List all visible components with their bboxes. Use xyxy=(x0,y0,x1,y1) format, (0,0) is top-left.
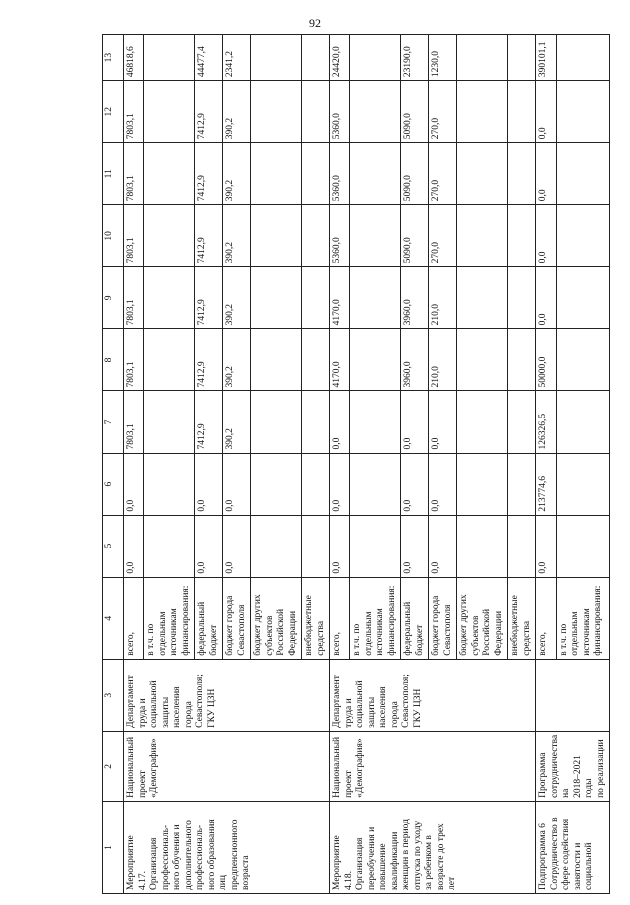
value-cell xyxy=(144,81,195,143)
value-cell: 0,0 xyxy=(429,391,457,453)
value-cell xyxy=(508,329,536,391)
column-header: 8 xyxy=(103,329,124,391)
value-cell xyxy=(302,267,330,329)
funding-source-cell-line: отдельным xyxy=(363,611,374,656)
value-cell xyxy=(556,143,609,205)
column-header: 7 xyxy=(103,391,124,453)
funding-source-cell xyxy=(556,577,609,659)
funding-source-cell-line: субъектов xyxy=(470,615,481,656)
funding-source-cell-line: источникам xyxy=(581,608,592,656)
value-cell: 390,2 xyxy=(223,205,251,267)
value-cell xyxy=(350,515,401,577)
value-cell: 3960,0 xyxy=(401,267,429,329)
executor-cell-line: ГКУ ЦЗН xyxy=(412,688,423,728)
funding-source-cell-line: бюджет других xyxy=(459,594,469,656)
value-cell: 0,0 xyxy=(536,205,557,267)
executor-cell-line: Департамент xyxy=(332,675,342,728)
funding-source-cell-line: источникам xyxy=(169,608,179,656)
project-cell-line: «Демография» xyxy=(355,738,365,798)
value-cell xyxy=(350,81,401,143)
column-header: 9 xyxy=(103,267,124,329)
value-cell: 5090,0 xyxy=(401,81,429,143)
executor-cell xyxy=(536,659,610,731)
value-cell xyxy=(556,329,609,391)
value-cell: 0,0 xyxy=(536,81,557,143)
funding-source-cell-line: средства xyxy=(315,620,326,656)
value-cell xyxy=(508,453,536,515)
value-cell: 210,0 xyxy=(429,267,457,329)
table-row xyxy=(330,35,350,894)
value-cell xyxy=(302,205,330,267)
value-cell xyxy=(251,143,302,205)
value-cell: 5360,0 xyxy=(330,81,350,143)
executor-cell-line: защиты xyxy=(366,696,377,728)
column-header: 2 xyxy=(103,731,124,801)
funding-source-cell-line: Федерации xyxy=(493,610,504,656)
value-cell xyxy=(302,143,330,205)
value-cell xyxy=(457,143,508,205)
funding-source-cell-line: бюджет города xyxy=(431,595,441,656)
value-cell: 0,0 xyxy=(195,453,223,515)
value-cell xyxy=(556,205,609,267)
value-cell xyxy=(508,267,536,329)
value-cell: 1230,0 xyxy=(429,35,457,81)
value-cell xyxy=(508,391,536,453)
funding-source-cell xyxy=(223,577,251,659)
funding-source-cell-line: бюджет города xyxy=(225,595,235,656)
value-cell: 390,2 xyxy=(223,329,251,391)
value-cell: 0,0 xyxy=(536,267,557,329)
funding-source-cell-line: отдельным xyxy=(157,611,168,656)
project-cell-line: Программа xyxy=(538,752,548,798)
value-cell xyxy=(508,143,536,205)
value-cell: 126326,5 xyxy=(536,391,557,453)
value-cell xyxy=(556,391,609,453)
event-cell-line: ного обучения и xyxy=(172,824,182,890)
column-header: 6 xyxy=(103,453,124,515)
project-cell-line: сотрудничества xyxy=(549,734,560,798)
budget-table xyxy=(102,34,610,894)
value-cell: 0,0 xyxy=(330,453,350,515)
value-cell: 23190,0 xyxy=(401,35,429,81)
event-cell-line: квалификации xyxy=(389,831,400,890)
value-cell xyxy=(457,515,508,577)
value-cell: 270,0 xyxy=(429,143,457,205)
executor-cell-line: Севастополя; xyxy=(401,674,411,728)
event-cell-line: социальной xyxy=(584,842,594,890)
value-cell xyxy=(251,267,302,329)
value-cell: 46818,6 xyxy=(124,35,144,81)
event-cell-line: повышение xyxy=(378,843,388,890)
event-cell-line: профессиональ- xyxy=(195,824,205,890)
value-cell: 7412,9 xyxy=(195,205,223,267)
value-cell xyxy=(251,515,302,577)
value-cell: 390,2 xyxy=(223,143,251,205)
budget-table-container xyxy=(102,34,606,894)
funding-source-cell-line: финансирования: xyxy=(180,585,191,656)
funding-source-cell xyxy=(350,577,401,659)
funding-source-cell xyxy=(508,577,536,659)
value-cell: 270,0 xyxy=(429,205,457,267)
column-header: 1 xyxy=(103,801,124,893)
value-cell: 7803,1 xyxy=(124,205,144,267)
funding-source-cell xyxy=(330,577,350,659)
value-cell: 0,0 xyxy=(330,515,350,577)
project-cell-line: Национальный xyxy=(126,736,136,798)
value-cell xyxy=(302,391,330,453)
funding-source-cell xyxy=(195,577,223,659)
value-cell: 0,0 xyxy=(223,453,251,515)
event-cell-line: возраста xyxy=(241,855,251,890)
value-cell xyxy=(144,391,195,453)
executor-cell-line: Департамент xyxy=(126,675,136,728)
value-cell xyxy=(556,35,609,81)
funding-source-cell-line: Федерации xyxy=(287,610,298,656)
executor-cell-line: ГКУ ЦЗН xyxy=(206,688,217,728)
funding-source-cell xyxy=(144,577,195,659)
value-cell xyxy=(302,329,330,391)
value-cell: 44477,4 xyxy=(195,35,223,81)
event-cell-line: переобучения и xyxy=(366,826,377,890)
value-cell: 0,0 xyxy=(536,515,557,577)
value-cell: 0,0 xyxy=(124,453,144,515)
funding-source-cell xyxy=(251,577,302,659)
event-cell-line: возрасте до трех xyxy=(435,823,446,890)
funding-source-cell-line: Российской xyxy=(482,608,492,656)
value-cell: 24420,0 xyxy=(330,35,350,81)
value-cell: 270,0 xyxy=(429,81,457,143)
value-cell: 5090,0 xyxy=(401,205,429,267)
event-cell-line: 4.17. xyxy=(137,871,148,890)
column-header: 11 xyxy=(103,143,124,205)
column-header: 5 xyxy=(103,515,124,577)
executor-cell-line: труда и xyxy=(137,698,148,728)
value-cell xyxy=(508,515,536,577)
value-cell xyxy=(508,205,536,267)
funding-source-cell-line: финансирования: xyxy=(593,585,604,656)
value-cell xyxy=(457,205,508,267)
event-cell-line: Сотрудничество в xyxy=(549,817,560,890)
value-cell xyxy=(556,453,609,515)
page-number: 92 xyxy=(309,16,321,30)
executor-cell-line: населения xyxy=(172,686,182,728)
funding-source-cell xyxy=(401,577,429,659)
funding-source-cell-line: средства xyxy=(521,620,532,656)
funding-source-cell xyxy=(302,577,330,659)
executor-cell-line: социальной xyxy=(149,680,159,728)
executor-cell-line: Севастополя; xyxy=(195,674,205,728)
project-cell xyxy=(124,731,330,801)
event-cell-line: женщин в период xyxy=(401,819,411,890)
value-cell xyxy=(350,205,401,267)
event-cell-line: лиц xyxy=(218,875,228,890)
header-row xyxy=(103,35,124,894)
project-cell xyxy=(330,731,536,801)
value-cell: 7412,9 xyxy=(195,329,223,391)
value-cell: 7412,9 xyxy=(195,391,223,453)
value-cell: 0,0 xyxy=(401,391,429,453)
project-cell-line: на xyxy=(561,788,571,798)
event-cell-line: Мероприятие xyxy=(332,835,342,890)
value-cell xyxy=(457,329,508,391)
funding-source-cell-line: в т.ч. по xyxy=(558,623,569,656)
value-cell xyxy=(144,205,195,267)
value-cell xyxy=(251,329,302,391)
value-cell xyxy=(556,81,609,143)
value-cell xyxy=(302,35,330,81)
project-cell xyxy=(536,731,610,801)
value-cell xyxy=(251,391,302,453)
funding-source-cell-line: в т.ч. по xyxy=(146,623,156,656)
value-cell: 7412,9 xyxy=(195,267,223,329)
executor-cell-line: социальной xyxy=(355,680,365,728)
value-cell xyxy=(350,35,401,81)
value-cell: 50000,0 xyxy=(536,329,557,391)
value-cell: 0,0 xyxy=(429,453,457,515)
funding-source-cell-line: бюджет xyxy=(208,624,219,656)
event-cell xyxy=(330,801,536,893)
event-cell-line: лет xyxy=(447,876,457,890)
value-cell: 2341,2 xyxy=(223,35,251,81)
value-cell: 5360,0 xyxy=(330,205,350,267)
value-cell xyxy=(508,35,536,81)
value-cell xyxy=(302,81,330,143)
value-cell xyxy=(457,81,508,143)
value-cell: 0,0 xyxy=(536,143,557,205)
funding-source-cell-line: всего, xyxy=(538,631,548,656)
funding-source-cell-line: Российской xyxy=(276,608,286,656)
value-cell: 5360,0 xyxy=(330,143,350,205)
value-cell xyxy=(350,391,401,453)
column-header: 12 xyxy=(103,81,124,143)
column-header: 13 xyxy=(103,35,124,81)
value-cell xyxy=(144,453,195,515)
event-cell-line: отпуска по уходу xyxy=(412,820,423,890)
funding-source-cell xyxy=(536,577,557,659)
value-cell xyxy=(251,35,302,81)
executor-cell-line: города xyxy=(183,701,194,728)
event-cell-line: профессиональ- xyxy=(160,824,171,890)
funding-source-cell-line: Севастополя xyxy=(236,604,247,656)
funding-source-cell-line: внебюджетные xyxy=(304,595,314,656)
funding-source-cell-line: источникам xyxy=(375,608,385,656)
value-cell xyxy=(556,267,609,329)
value-cell: 7803,1 xyxy=(124,143,144,205)
funding-source-cell-line: внебюджетные xyxy=(510,595,520,656)
funding-source-cell-line: всего, xyxy=(126,631,136,656)
value-cell: 4170,0 xyxy=(330,329,350,391)
event-cell xyxy=(536,801,610,893)
value-cell: 7803,1 xyxy=(124,391,144,453)
project-cell-line: по реализации xyxy=(595,739,606,798)
executor-cell-line: города xyxy=(389,701,400,728)
value-cell: 0,0 xyxy=(429,515,457,577)
funding-source-cell-line: федеральный xyxy=(197,601,207,656)
value-cell: 0,0 xyxy=(124,515,144,577)
event-cell-line: Подпрограмма 6 xyxy=(538,823,548,890)
value-cell xyxy=(508,81,536,143)
value-cell: 7803,1 xyxy=(124,267,144,329)
table-row xyxy=(124,35,144,894)
project-cell-line: «Демография» xyxy=(149,738,159,798)
executor-cell xyxy=(124,659,330,731)
value-cell: 390,2 xyxy=(223,391,251,453)
value-cell xyxy=(302,515,330,577)
column-header: 4 xyxy=(103,577,124,659)
value-cell: 4170,0 xyxy=(330,267,350,329)
value-cell xyxy=(144,329,195,391)
value-cell: 7412,9 xyxy=(195,81,223,143)
value-cell: 0,0 xyxy=(401,515,429,577)
executor-cell-line: населения xyxy=(378,686,388,728)
value-cell: 210,0 xyxy=(429,329,457,391)
value-cell: 390,2 xyxy=(223,81,251,143)
value-cell xyxy=(251,453,302,515)
funding-source-cell-line: бюджет xyxy=(414,624,425,656)
funding-source-cell-line: субъектов xyxy=(264,615,275,656)
funding-source-cell-line: финансирования: xyxy=(386,585,397,656)
project-cell-line: проект xyxy=(137,770,148,798)
funding-source-cell-line: федеральный xyxy=(403,601,413,656)
event-cell-line: сфере содействия xyxy=(561,818,571,890)
value-cell: 390,2 xyxy=(223,267,251,329)
funding-source-cell-line: всего, xyxy=(332,631,342,656)
event-cell-line: ного образования xyxy=(206,819,217,890)
value-cell: 3960,0 xyxy=(401,329,429,391)
event-cell xyxy=(124,801,330,893)
event-cell-line: предпенсионного xyxy=(229,819,240,890)
value-cell: 7412,9 xyxy=(195,143,223,205)
value-cell: 0,0 xyxy=(330,391,350,453)
funding-source-cell-line: Севастополя xyxy=(442,604,453,656)
value-cell xyxy=(251,81,302,143)
value-cell xyxy=(302,453,330,515)
executor-cell-line: труда и xyxy=(343,698,354,728)
value-cell: 390101,1 xyxy=(536,35,557,81)
value-cell xyxy=(350,143,401,205)
value-cell xyxy=(350,267,401,329)
value-cell: 7803,1 xyxy=(124,329,144,391)
event-cell-line: дополнительного xyxy=(183,820,194,890)
value-cell: 0,0 xyxy=(223,515,251,577)
project-cell-line: проект xyxy=(343,770,354,798)
funding-source-cell xyxy=(124,577,144,659)
value-cell xyxy=(457,453,508,515)
value-cell xyxy=(144,35,195,81)
value-cell: 7803,1 xyxy=(124,81,144,143)
value-cell xyxy=(144,143,195,205)
table-row xyxy=(536,35,557,894)
value-cell: 0,0 xyxy=(195,515,223,577)
executor-cell xyxy=(330,659,536,731)
value-cell: 5090,0 xyxy=(401,143,429,205)
event-cell-line: Организация xyxy=(355,837,365,890)
value-cell xyxy=(251,205,302,267)
executor-cell-line: защиты xyxy=(160,696,171,728)
value-cell: 0,0 xyxy=(401,453,429,515)
event-cell-line: 4.18. xyxy=(343,871,354,890)
column-header: 3 xyxy=(103,659,124,731)
project-cell-line: 2018–2021 годы xyxy=(572,755,594,798)
event-cell-line: Организация xyxy=(149,837,159,890)
funding-source-cell-line: в т.ч. по xyxy=(352,623,362,656)
funding-source-cell xyxy=(429,577,457,659)
value-cell xyxy=(556,515,609,577)
event-cell-line: Мероприятие xyxy=(126,835,136,890)
value-cell xyxy=(457,391,508,453)
funding-source-cell-line: бюджет других xyxy=(253,594,263,656)
project-cell-line: Национальный xyxy=(332,736,342,798)
funding-source-cell xyxy=(457,577,508,659)
funding-source-cell-line: отдельным xyxy=(570,611,581,656)
value-cell xyxy=(457,267,508,329)
value-cell xyxy=(457,35,508,81)
value-cell xyxy=(144,267,195,329)
value-cell xyxy=(350,453,401,515)
event-cell-line: за ребенком в xyxy=(424,835,434,890)
value-cell xyxy=(144,515,195,577)
column-header: 10 xyxy=(103,205,124,267)
value-cell xyxy=(350,329,401,391)
value-cell: 213774,6 xyxy=(536,453,557,515)
event-cell-line: занятости и xyxy=(572,842,583,890)
